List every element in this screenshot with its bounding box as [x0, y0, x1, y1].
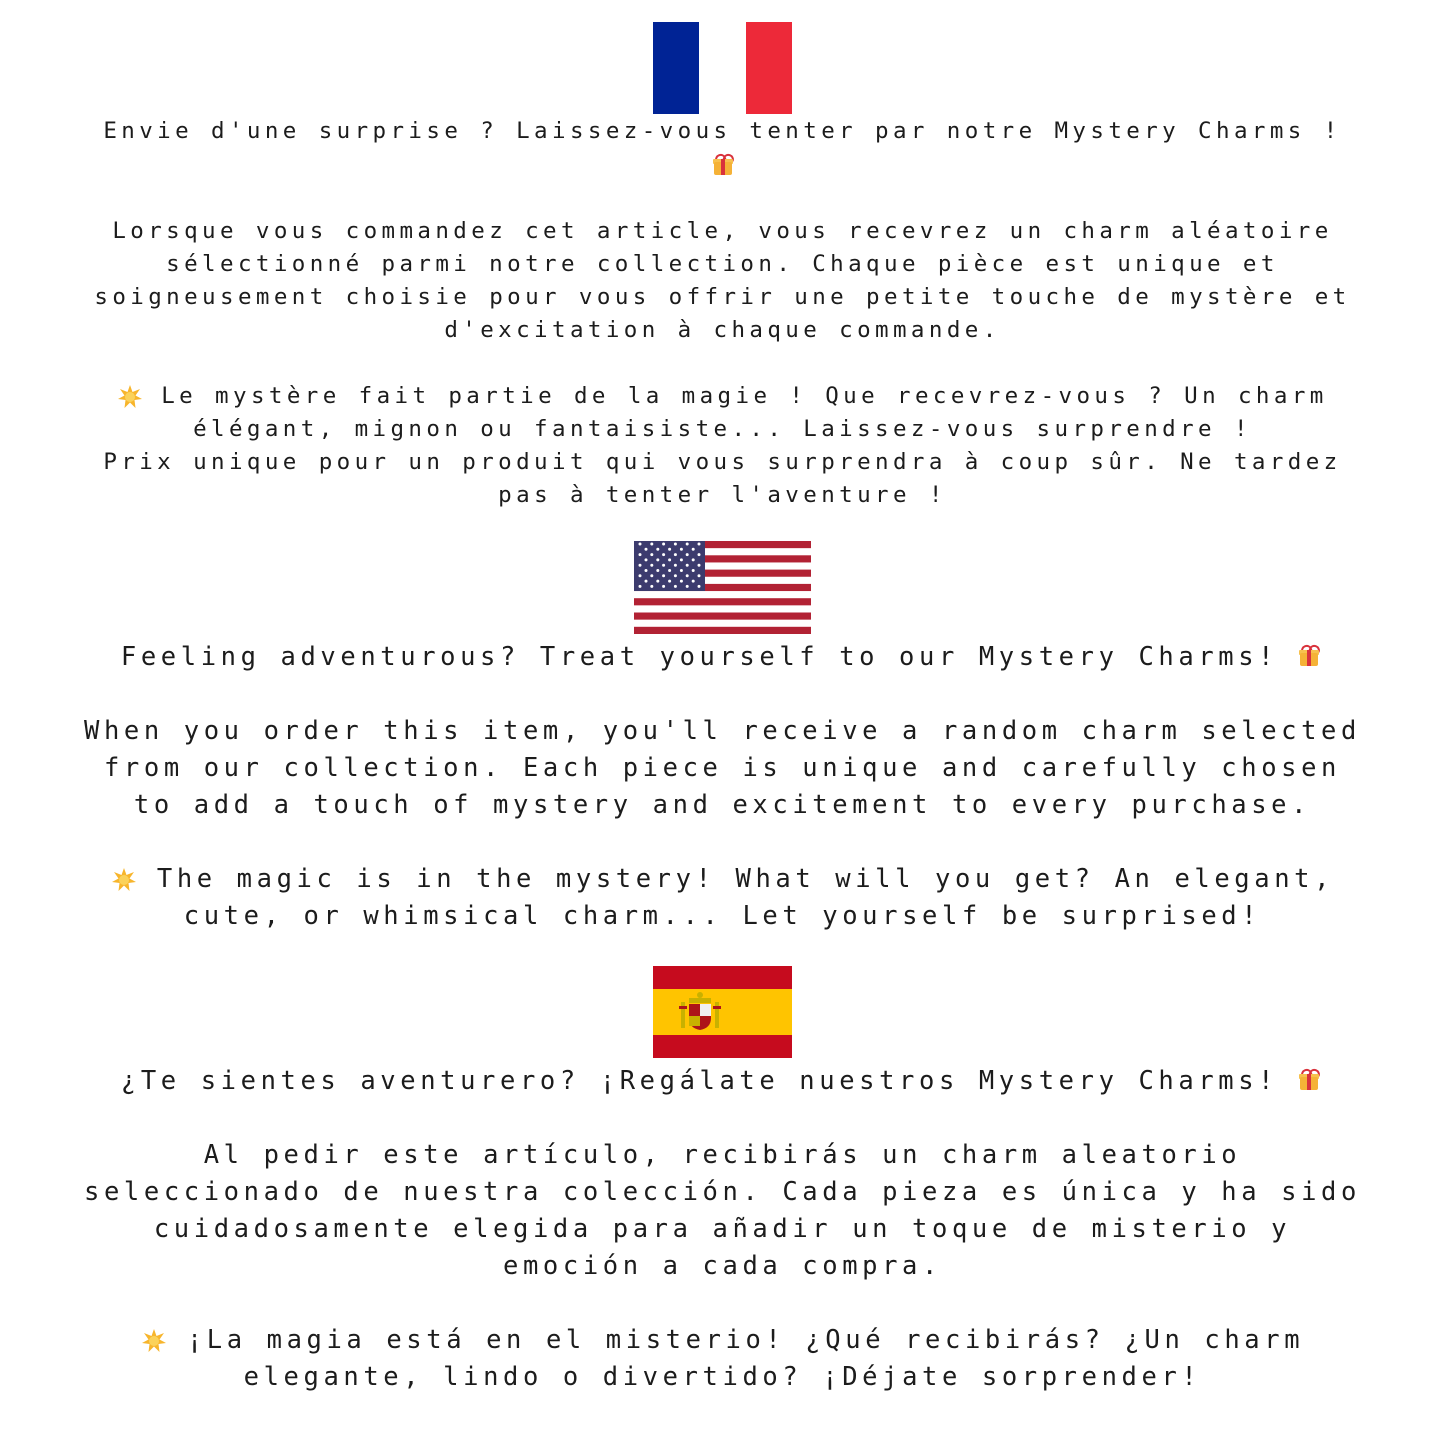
spanish-intro-text: ¿Te sientes aventurero? ¡Regálate nuestros Mystery Charms! — [120, 1066, 1279, 1096]
flag-star — [656, 558, 659, 561]
glowing-star-emoji-icon — [141, 1328, 167, 1354]
flag-star — [639, 553, 642, 556]
flag-star — [650, 553, 653, 556]
french-intro — [80, 115, 1365, 181]
flag-star — [674, 574, 677, 577]
flag-star — [698, 585, 701, 588]
flag-star — [656, 580, 659, 583]
french-intro-text: Envie d'une surprise ? Laissez-vous tenter par notre Mystery Charms ! — [103, 118, 1342, 144]
flag-star — [656, 548, 659, 551]
flag-star — [650, 585, 653, 588]
flag-star — [662, 564, 665, 567]
spain-flag-icon — [653, 966, 792, 1058]
flag-star — [680, 569, 683, 572]
english-body: When you order this item, you'll receive a random charm selected from our collection. Each piece is unique and carefully chosen to add a touch of mystery and excitement to every purchase. — [84, 716, 1361, 820]
flag-star — [692, 548, 695, 551]
flag-star — [686, 564, 689, 567]
flag-star — [686, 543, 689, 546]
france-flag-icon — [653, 22, 792, 114]
flag-star — [680, 548, 683, 551]
english-intro-text: Feeling adventurous? Treat yourself to our Mystery Charms! — [120, 642, 1279, 672]
flag-star — [668, 569, 671, 572]
flag-star — [650, 564, 653, 567]
french-section — [80, 115, 1365, 512]
english-section — [80, 639, 1365, 935]
flag-star — [662, 574, 665, 577]
flag-star — [686, 574, 689, 577]
gift-emoji-icon — [712, 154, 734, 176]
flag-star — [686, 585, 689, 588]
french-magic — [80, 380, 1365, 446]
flag-star — [698, 553, 701, 556]
flag-star — [662, 585, 665, 588]
flag-star — [668, 558, 671, 561]
flag-star — [639, 574, 642, 577]
flag-star — [674, 564, 677, 567]
flag-star — [668, 580, 671, 583]
flag-star — [698, 564, 701, 567]
english-intro — [80, 639, 1365, 676]
flag-star — [645, 569, 648, 572]
usa-flag-icon — [634, 541, 811, 634]
glowing-star-emoji-icon — [117, 384, 143, 410]
flag-star — [674, 585, 677, 588]
french-body: Lorsque vous commandez cet article, vous recevrez un charm aléatoire sélectionné parmi notre collection. Chaque pièce est unique et soigneusement choisie pour vous offrir une petite touche de mystère et d'excitation à chaque commande. — [94, 218, 1351, 343]
flag-star — [698, 543, 701, 546]
spanish-intro — [80, 1063, 1365, 1100]
glowing-star-emoji-icon — [111, 867, 137, 893]
english-magic — [80, 861, 1365, 935]
flag-star — [656, 569, 659, 572]
flag-star — [692, 580, 695, 583]
flag-star — [686, 553, 689, 556]
flag-star — [645, 548, 648, 551]
flag-star — [650, 543, 653, 546]
flag-star — [692, 569, 695, 572]
spanish-body: Al pedir este artículo, recibirás un charm aleatorio seleccionado de nuestra colección. Cada pieza es única y ha sido cuidadosamente elegida para añadir un toque de misterio y emoción a cada compra. — [84, 1140, 1361, 1281]
french-magic-text: Le mystère fait partie de la magie ! Que recevrez-vous ? Un charm élégant, mignon ou fantaisiste... Laissez-vous surprendre ! — [161, 383, 1328, 442]
flag-star — [680, 580, 683, 583]
flag-star — [674, 543, 677, 546]
flag-star — [698, 574, 701, 577]
gift-emoji-icon — [1298, 645, 1324, 671]
spanish-magic — [80, 1322, 1365, 1396]
flag-star — [668, 548, 671, 551]
flag-star — [662, 553, 665, 556]
flag-star — [662, 543, 665, 546]
gift-emoji-icon — [1298, 1069, 1324, 1095]
english-magic-text: The magic is in the mystery! What will you get? An elegant, cute, or whimsical charm... Let yourself be surprised! — [156, 864, 1335, 931]
flag-star — [645, 580, 648, 583]
flag-star — [639, 564, 642, 567]
flag-star — [692, 558, 695, 561]
flag-star — [645, 558, 648, 561]
flag-star — [639, 543, 642, 546]
spanish-section — [80, 1063, 1365, 1396]
french-price: Prix unique pour un produit qui vous surprendra à coup sûr. Ne tardez pas à tenter l'aventure ! — [103, 449, 1342, 508]
flag-star — [674, 553, 677, 556]
flag-star — [639, 585, 642, 588]
spanish-magic-text: ¡La magia está en el misterio! ¿Qué recibirás? ¿Un charm elegante, lindo o divertido? ¡Déjate sorprender! — [186, 1325, 1305, 1392]
flag-star — [650, 574, 653, 577]
flag-star — [680, 558, 683, 561]
